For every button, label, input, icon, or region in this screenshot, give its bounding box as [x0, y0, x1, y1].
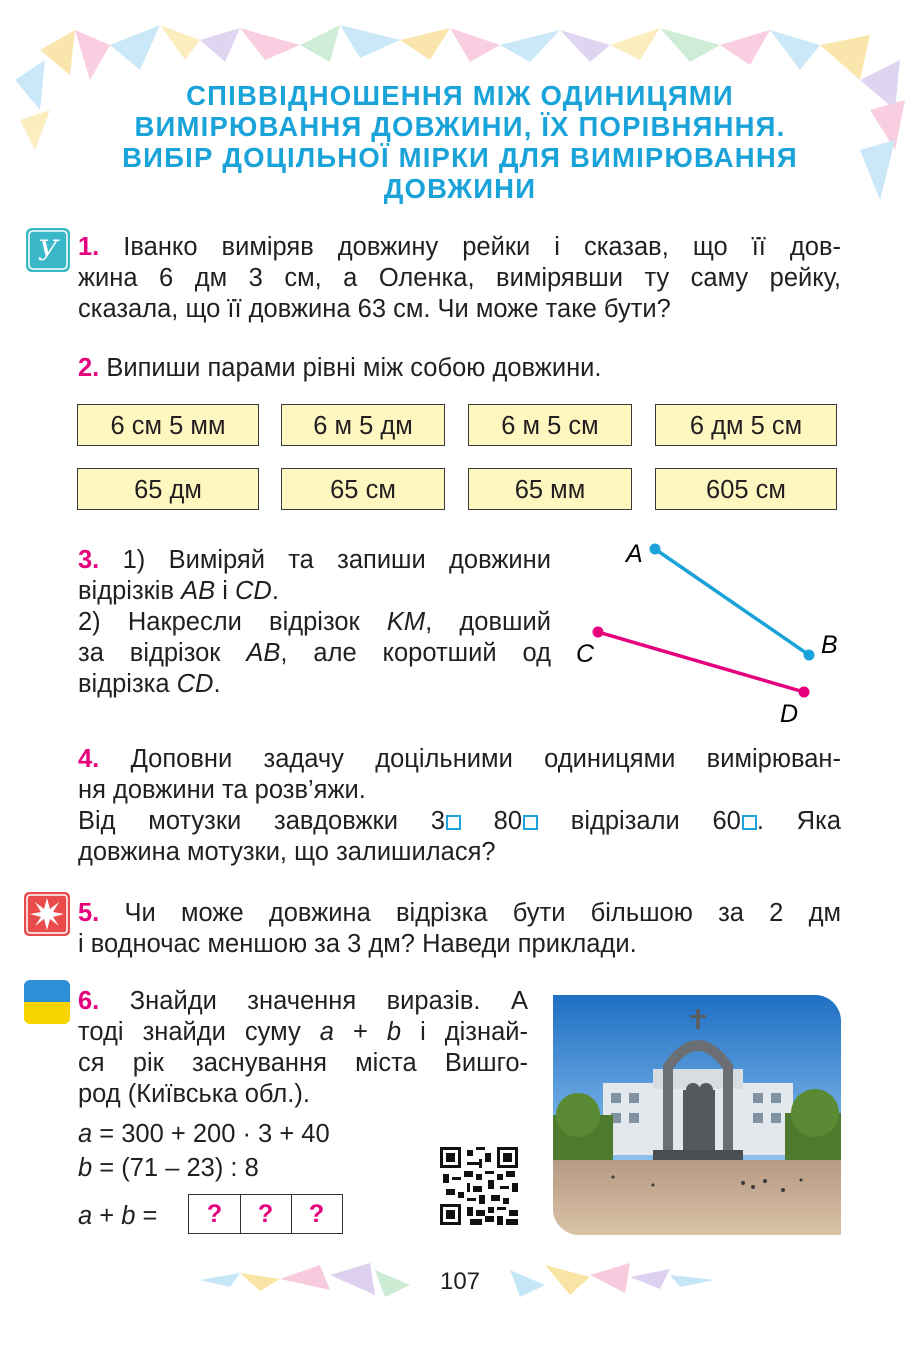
length-box: 6 м 5 см — [468, 404, 632, 446]
title-line: ВИМІРЮВАННЯ ДОВЖИНИ, ЇХ ПОРІВНЯННЯ. — [134, 111, 786, 142]
page-number: 107 — [439, 1268, 481, 1295]
task-6: 6. Знайди значення виразів. А тоді знайди суму a + b і дізнай- ся рік заснування міста Вишго- род (Київська обл.). — [78, 987, 528, 1108]
length-box: 6 см 5 мм — [77, 404, 259, 446]
task-3: 3. 1) Виміряй та запиши довжини відрізків AB і CD. 2) Накресли відрізок KM, довший за відрізок AB, але коротший од відрізка CD. — [78, 546, 552, 698]
segment-cd — [598, 632, 804, 692]
title-line: СПІВВІДНОШЕННЯ МІЖ ОДИНИЦЯМИ — [186, 80, 734, 111]
task-number: 1. — [78, 233, 100, 261]
point-b — [804, 650, 815, 661]
title-line: ВИБІР ДОЦІЛЬНОЇ МІРКИ ДЛЯ ВИМІРЮВАННЯ — [122, 142, 798, 173]
task-1-line: сказала, що її довжина 63 см. Чи може таке бути? — [78, 295, 671, 323]
length-box: 6 дм 5 см — [655, 404, 837, 446]
expression-a: a = 300 + 200 · 3 + 40 — [78, 1120, 330, 1148]
segments-diagram — [560, 530, 860, 730]
label-c: C — [576, 640, 595, 668]
unit-blank — [742, 815, 757, 830]
task-number: 2. — [78, 354, 100, 382]
sum-label: a + b = — [78, 1202, 158, 1230]
segment-ab — [655, 549, 809, 655]
unit-blank — [523, 815, 538, 830]
ukraine-flag-icon — [24, 980, 70, 1024]
task-5: 5. Чи може довжина відрізка бути більшою за 2 дм і водночас меншою за 3 дм? Наведи приклади. — [78, 899, 841, 958]
answer-cell: ? — [189, 1195, 241, 1233]
task-1-line: жина 6 дм 3 см, а Оленка, вимірявши ту саму рейку, — [78, 264, 841, 292]
oral-task-icon — [26, 228, 70, 272]
answer-cell: ? — [308, 1200, 325, 1228]
label-b: B — [821, 631, 838, 659]
task-1 — [78, 232, 841, 325]
length-box: 65 см — [281, 468, 445, 510]
title-line: ДОВЖИНИ — [383, 173, 537, 204]
length-box: 65 дм — [77, 468, 259, 510]
point-c — [593, 627, 604, 638]
challenge-icon — [24, 892, 70, 936]
label-d: D — [780, 700, 799, 728]
point-a — [650, 544, 661, 555]
task-number: 4. — [78, 745, 100, 773]
unit-blank — [446, 815, 461, 830]
task-number: 5. — [78, 899, 100, 927]
qr-code[interactable] — [440, 1147, 518, 1225]
length-box: 6 м 5 дм — [281, 404, 445, 446]
answer-cell: ? — [240, 1195, 292, 1233]
expression-b: b = (71 – 23) : 8 — [78, 1154, 259, 1182]
length-box: 65 мм — [468, 468, 632, 510]
task-1-line: 1. Іванко виміряв довжину рейки і сказав, що її дов- — [78, 233, 841, 261]
task-4: 4. Доповни задачу доцільними одиницями вимірюван- ня довжини та розв’яжи. Від мотузки завдовжки 3 80 відрізали 60 . Яка довжина мотузки, що залишилася? — [78, 745, 842, 866]
icon-letter: У — [37, 234, 59, 267]
task-number: 3. — [78, 546, 100, 574]
point-d — [799, 687, 810, 698]
page-title — [80, 80, 840, 204]
label-a: A — [626, 540, 643, 568]
vyshhorod-photo — [553, 995, 841, 1235]
length-box: 605 см — [655, 468, 837, 510]
task-number: 6. — [78, 987, 100, 1015]
answer-boxes — [188, 1194, 343, 1234]
task-2: 2. Випиши парами рівні між собою довжини. — [78, 354, 602, 382]
